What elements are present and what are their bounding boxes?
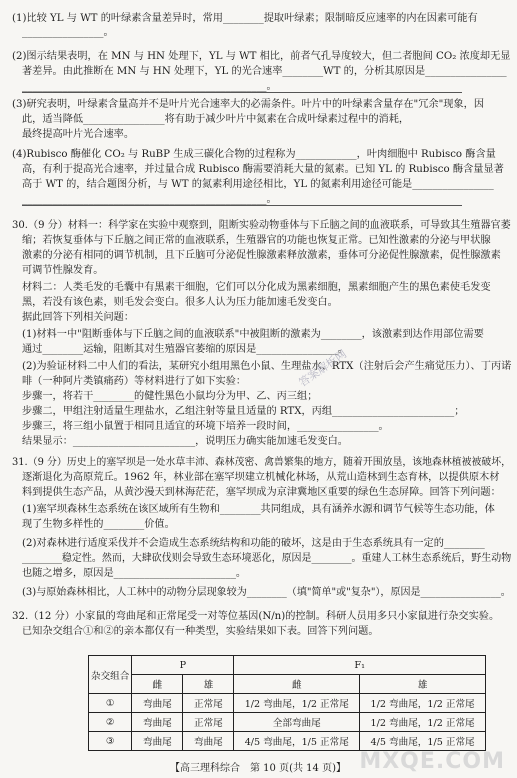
table-cell: 1/2 弯曲尾，1/2 正常尾 — [360, 713, 486, 732]
table-cell: 4/5 弯曲尾，1/5 正常尾 — [360, 732, 486, 751]
table-cell: 正常尾 — [183, 694, 234, 713]
text-line: 步骤三，将三组小鼠置于相同且适宜的环境下培养一段时间，________________。 — [22, 421, 389, 432]
table-cell: 弯曲尾 — [132, 732, 183, 751]
text-line: 缩；若恢复垂体与下丘脑之间正常的血液联系，生殖器官的功能也恢复正常。已知性激素的分泌与甲状腺 — [22, 235, 491, 246]
text-line: 也随之增多，原因是________________________。 — [22, 568, 247, 579]
table-cell: 弯曲尾 — [132, 713, 183, 732]
text-line: (2)图示结果表明，在 MN 与 HN 处理下，YL 与 WT 相比，前者气孔导度较大，但二者胞间 CO₂ 浓度却无显 — [12, 51, 511, 62]
text-line: ________________。 — [22, 27, 114, 38]
text-line: ________稳定性。然而，大肆砍伐则会导致生态环境恶化，原因是________。重建人工林生态系统后，野生动物 — [22, 553, 512, 564]
table-row — [89, 713, 486, 732]
table-header-p-female: 雌 — [132, 675, 183, 694]
table-cell: 弯曲尾 — [183, 732, 234, 751]
text-line: (1)材料一中"阻断垂体与下丘脑之间的血液联系"中被阻断的激素为________，该激素到达作用部位需要 — [22, 329, 484, 340]
text-line: 已知杂交组合①和②的亲本都仅有一种类型，实验结果如下表。回答下列问题。 — [22, 626, 379, 637]
text-line: 据此回答下列相关问题： — [22, 312, 135, 323]
text-line: (3)与原始森林相比，人工林中的动物分层现象较为________（填"简单"或"复杂"），原因是________________。 — [22, 587, 511, 598]
table-cell: 4/5 弯曲尾，1/5 正常尾 — [234, 732, 360, 751]
text-line: 高于 WT 的，结合题图分析，与 WT 的氮素利用途径相比，YL 的氮素利用途径可能是________________ — [22, 179, 494, 190]
text-line: 最终提高叶片光合速率。 — [22, 129, 135, 140]
text-line: 结果显示：________________________，说明压力确实能加速毛发变白。 — [22, 436, 348, 447]
text-line: 激素的分泌有相同的调节机制，且下丘脑可分泌促性腺激素释放激素，垂体可分泌促性腺激素，促性腺激素 — [22, 250, 501, 261]
text-line: 材料二：人类毛发的毛囊中有黑素干细胞，它们可以分化成为黑素细胞，黑素细胞产生的黑色素使毛发变 — [22, 282, 491, 293]
text-line: ________________________________________________。 — [22, 81, 277, 92]
text-line: 料到提供生态产品，从黄沙漫天到林海茫茫，塞罕坝成为京津冀地区重要的绿色生态屏障。回答下列问题： — [22, 487, 501, 498]
table-cell: ③ — [89, 732, 132, 751]
question-30-line: 30.（9 分）材料一：科学家在实验中观察到，阻断实验动物垂体与下丘脑之间的血液联系，可导致其生殖器官萎 — [12, 220, 511, 231]
table-row — [89, 694, 486, 713]
table-cell: ② — [89, 713, 132, 732]
text-line: 高，有利于提高光合速率，并过量合成 Rubisco 酶需要消耗大量的氮素。已知 YL 的 Rubisco 酶含量显著 — [22, 164, 504, 175]
table-cell: 1/2 弯曲尾，1/2 正常尾 — [360, 694, 486, 713]
table-header-f1-male: 雄 — [360, 675, 486, 694]
table-header-f1-female: 雌 — [234, 675, 360, 694]
table-header-p: P — [132, 656, 234, 675]
table-cell: 弯曲尾 — [132, 694, 183, 713]
answer-rule — [22, 92, 462, 93]
text-line: 通过________运输，阻断其对生殖器官萎缩的原因是________________。 — [22, 344, 348, 355]
text-line: 现了生物多样性的________价值。 — [22, 519, 175, 530]
text-line: 啡（一种阿片类镇痛药）等材料进行了如下实验： — [22, 376, 247, 387]
table-row — [89, 732, 486, 751]
answer-rule — [22, 205, 462, 206]
question-32-line: 32.（12 分）小家鼠的弯曲尾和正常尾受一对等位基因(N/n)的控制。科研人员用多只小家鼠进行杂交实验。 — [12, 611, 500, 622]
text-line: (4)Rubisco 酶催化 CO₂ 与 RuBP 生成三碳化合物的过程称为____________，叶肉细胞中 Rubisco 酶含量 — [12, 149, 496, 160]
text-line: (1)比较 YL 与 WT 的叶绿素含量差异时，常用________提取叶绿素；限制暗反应速率的内在因素可能有 — [12, 13, 478, 24]
text-line: 步骤一，将若干________的健性黑色小鼠均分为甲、乙、丙三组； — [22, 391, 318, 402]
text-line: 步骤二，甲组注射适量生理盐水，乙组注射等量且适量的 RTX，丙组________________________； — [22, 406, 465, 417]
text-line: 此，适当降低________________将有助于减少叶片中氮素在合成叶绿素过程中的消耗， — [22, 114, 410, 125]
cross-results-table — [88, 655, 486, 751]
text-line: ________________________________________________。 — [22, 194, 277, 205]
table-header-group: 杂交组合 — [89, 656, 132, 694]
text-line: (3)研究表明，叶绿素含量高并不是叶片光合速率大的必需条件。叶片中的叶绿素含量存在"冗余"现象，因 — [12, 99, 485, 110]
text-line: (2)为验证材料二中人们的看法，某研究小组用黑色小鼠、生理盐水、RTX（注射后会产生痛觉压力）、丁丙诺 — [22, 361, 512, 372]
page-footer: 【高三理科综合 第 10 页(共 14 页)】 — [170, 763, 346, 774]
text-line: 可调节性腺发育。 — [22, 265, 104, 276]
text-line: (2)对森林进行适度采伐并不会造成生态系统结构和功能的破坏，这是由于生态系统具有一定的________ — [22, 538, 485, 549]
table-cell: ① — [89, 694, 132, 713]
table-header-f1: F₁ — [234, 656, 486, 675]
table-cell: 正常尾 — [183, 713, 234, 732]
text-line: 著差异。由此推断在 MN 与 HN 处理下，YL 的光合速率________WT 的，分析其原因是________________ — [22, 66, 507, 77]
table-header-p-male: 雄 — [183, 675, 234, 694]
text-line: 黑，若没有该色素，则毛发会变白。很多人认为压力能加速毛发变白。 — [22, 297, 338, 308]
text-line: (1)塞罕坝森林生态系统在该区域所有生物和________共同组成，具有涵养水源和调节气候等生态功能，体 — [22, 504, 495, 515]
text-line: 逐渐退化为高原荒丘。1962 年，林业部在塞罕坝建立机械化林场，从荒山造林到生态育林，以提供原木材 — [22, 472, 500, 483]
table-cell: 1/2 弯曲尾，1/2 正常尾 — [234, 694, 360, 713]
table-cell: 全部弯曲尾 — [234, 713, 360, 732]
site-watermark-logo: MXQE.COM — [359, 749, 505, 774]
question-31-line: 31.（9 分）历史上的塞罕坝是一处水草丰沛、森林茂密、禽兽繁集的地方，随着开围放垦，该地森林植被被破坏， — [12, 457, 511, 468]
stamp-watermark: 答案解析网 — [296, 347, 350, 390]
